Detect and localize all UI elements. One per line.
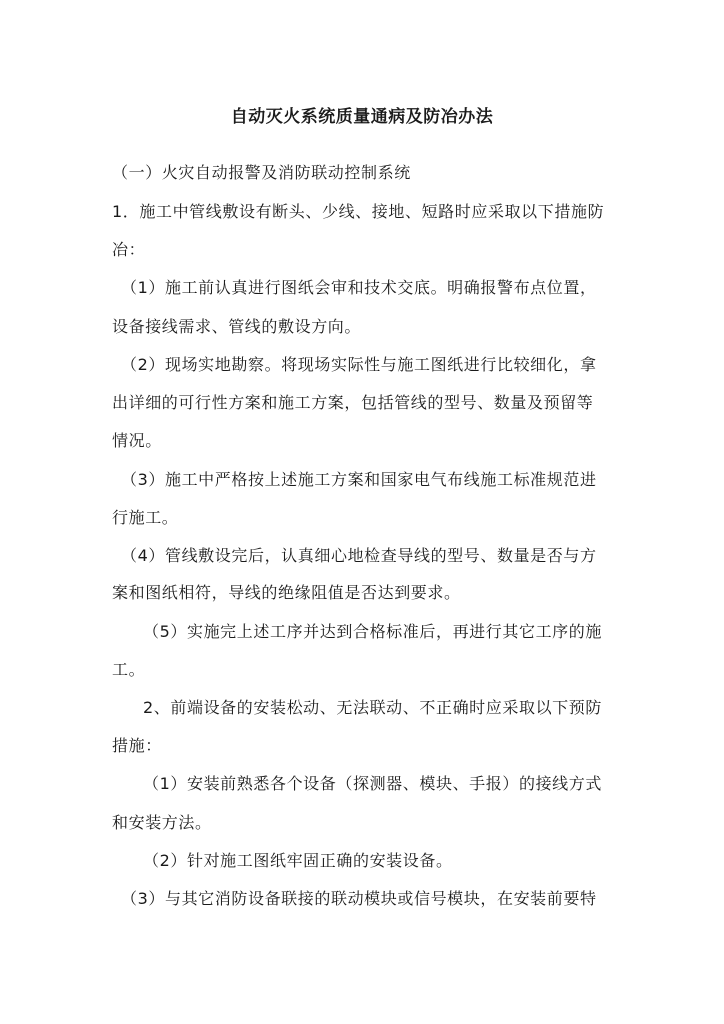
paragraph-line: 行施工。 <box>112 508 179 527</box>
paragraph-line: 情况。 <box>112 431 162 450</box>
paragraph-line: （1）安装前熟悉各个设备（探测器、模块、手报）的接线方式 <box>143 774 602 793</box>
section-heading: （一）火灾自动报警及消防联动控制系统 <box>112 163 411 182</box>
paragraph-line: 2、前端设备的安装松动、无法联动、不正确时应采取以下预防 <box>143 698 602 717</box>
document-title: 自动灭火系统质量通病及防冶办法 <box>230 107 494 127</box>
paragraph-line: 和安装方法。 <box>112 813 212 832</box>
paragraph-line: 设备接线需求、管线的敷设方向。 <box>112 317 362 336</box>
paragraph-line: 案和图纸相符，导线的绝缘阻值是否达到要求。 <box>112 583 461 602</box>
paragraph-line: 1．施工中管线敷设有断头、少线、接地、短路时应采取以下措施防 <box>112 202 605 221</box>
paragraph-line: 措施： <box>112 736 162 755</box>
paragraph-line: （3）施工中严格按上述施工方案和国家电气布线施工标准规范进 <box>121 470 597 489</box>
paragraph-line: （5）实施完上述工序并达到合格标准后，再进行其它工序的施 <box>143 622 602 641</box>
paragraph-line: （4）管线敷设完后，认真细心地检查导线的型号、数量是否与方 <box>121 546 597 565</box>
paragraph-line: （2）现场实地勘察。将现场实际性与施工图纸进行比较细化，拿 <box>121 355 597 374</box>
paragraph-line: （2）针对施工图纸牢固正确的安装设备。 <box>143 851 453 870</box>
paragraph-line: 工。 <box>112 660 146 679</box>
paragraph-line: 出详细的可行性方案和施工方案，包括管线的型号、数量及预留等 <box>112 393 594 412</box>
paragraph-line: 冶： <box>112 240 146 259</box>
paragraph-line: （3）与其它消防设备联接的联动模块或信号模块，在安装前要特 <box>121 889 597 908</box>
paragraph-line: （1）施工前认真进行图纸会审和技术交底。明确报警布点位置， <box>121 278 597 297</box>
